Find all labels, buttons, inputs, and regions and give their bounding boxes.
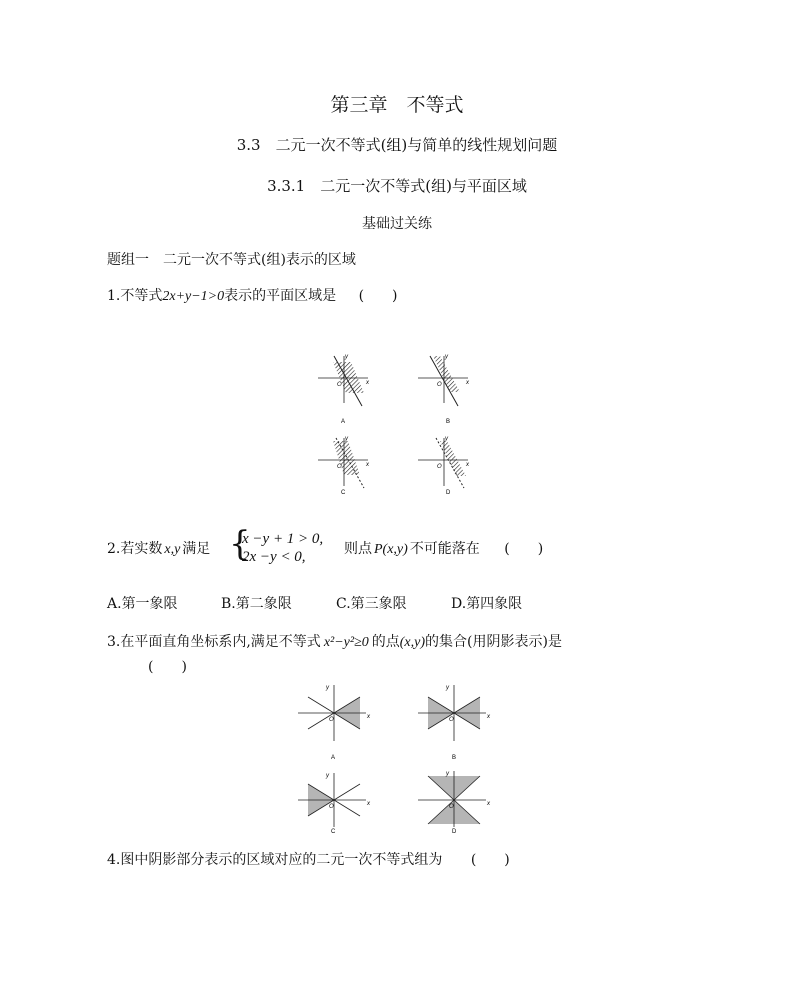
option-a[interactable]: [107, 593, 178, 613]
question-text: 在平面直角坐标系内,满足不等式: [120, 634, 321, 650]
graph-label-b: B: [452, 755, 457, 761]
axis-label-y: y: [446, 685, 449, 691]
origin-label: O: [337, 464, 342, 470]
section-title: 3.3 二元一次不等式(组)与简单的线性规划问题: [236, 136, 558, 154]
axis-label-x: x: [466, 462, 469, 468]
variables: x,y: [164, 542, 181, 557]
origin-label: O: [337, 382, 342, 388]
boundary-line: [436, 438, 464, 488]
graph-label-a: A: [331, 755, 336, 761]
graph-c: [318, 436, 370, 496]
axis-label-y: y: [445, 354, 448, 360]
graph-label-d: D: [452, 829, 457, 835]
axis-label-y: y: [345, 436, 348, 442]
exercise-header: 基础过关练: [362, 216, 432, 232]
graph-label-a: A: [341, 419, 346, 425]
origin-label: O: [449, 804, 454, 810]
question-text: 的集合(用阴影表示)是: [425, 634, 562, 650]
group-title: 题组一 二元一次不等式(组)表示的区域: [107, 252, 356, 268]
inequality: x²−y²≥0: [323, 635, 369, 650]
question-3: [107, 631, 562, 651]
point: (x,y): [399, 635, 426, 650]
system-brace: {: [229, 524, 251, 564]
question-text: 满足: [182, 541, 211, 557]
question-text: 的点: [371, 634, 400, 650]
option-b[interactable]: [221, 593, 292, 613]
graph-label-c: C: [331, 829, 336, 835]
graph-a: [298, 685, 371, 761]
point: P(x,y): [374, 542, 408, 557]
graph-c: [298, 773, 371, 835]
option-letter: C.: [336, 596, 351, 612]
question-4: [107, 849, 510, 869]
question-text: 若实数: [120, 541, 163, 557]
question-text: 图中阴影部分表示的区域对应的二元一次不等式组为: [120, 852, 443, 868]
axis-label-y: y: [326, 685, 329, 691]
option-d[interactable]: [451, 593, 522, 613]
axis-label-y: y: [326, 773, 329, 779]
answer-parentheses: ( ): [148, 659, 187, 675]
graph-d: [418, 436, 470, 496]
question-text: 不等式: [120, 288, 163, 304]
graph-b: [418, 685, 491, 761]
option-text: 第一象限: [121, 596, 178, 612]
origin-label: O: [329, 804, 334, 810]
option-text: 第三象限: [350, 596, 407, 612]
axis-label-y: y: [446, 771, 449, 777]
answer-parentheses: ( ): [504, 541, 544, 557]
question-number: 1.: [107, 288, 121, 304]
option-c[interactable]: [336, 593, 407, 613]
axis-label-y: y: [345, 354, 348, 360]
axis-label-x: x: [487, 801, 490, 807]
axis-label-x: x: [367, 801, 370, 807]
question-2: [107, 538, 210, 558]
origin-label: O: [437, 382, 442, 388]
graph-b: [418, 354, 470, 425]
q1-graphs: [300, 348, 500, 496]
q3-graphs: [290, 683, 510, 843]
axis-label-x: x: [367, 714, 370, 720]
question-text: 表示的平面区域是: [224, 288, 337, 304]
graph-label-c: C: [341, 490, 346, 496]
option-letter: B.: [221, 596, 236, 612]
subsection-title: 3.3.1 二元一次不等式(组)与平面区域: [267, 177, 527, 195]
option-letter: A.: [107, 596, 122, 612]
shaded-region: [333, 362, 364, 393]
question-1: [107, 285, 398, 305]
origin-label: O: [449, 717, 454, 723]
graph-d: [418, 771, 491, 835]
system-line-1: x −y + 1 > 0,: [242, 531, 324, 547]
axis-label-x: x: [366, 380, 369, 386]
question-text: 则点: [344, 541, 372, 557]
answer-parentheses: ( ): [358, 288, 398, 304]
question-number: 4.: [107, 852, 121, 868]
system-line-2: 2x −y < 0,: [242, 549, 306, 565]
question-2-cont: [344, 538, 543, 558]
graph-label-b: B: [446, 419, 451, 425]
option-text: 第二象限: [235, 596, 292, 612]
axis-label-y: y: [445, 436, 448, 442]
inequality: 2x+y−1>0: [162, 289, 225, 304]
chapter-title: 第三章 不等式: [330, 94, 464, 116]
question-number: 2.: [107, 541, 121, 557]
graph-label-d: D: [446, 490, 451, 496]
option-letter: D.: [451, 596, 467, 612]
answer-parentheses: ( ): [470, 852, 510, 868]
question-text: 不可能落在: [409, 541, 480, 557]
axis-label-x: x: [466, 380, 469, 386]
axis-label-x: x: [366, 462, 369, 468]
origin-label: O: [329, 717, 334, 723]
axis-label-x: x: [487, 714, 490, 720]
origin-label: O: [437, 464, 442, 470]
option-text: 第四象限: [466, 596, 523, 612]
graph-a: [318, 354, 370, 425]
question-number: 3.: [107, 634, 121, 650]
